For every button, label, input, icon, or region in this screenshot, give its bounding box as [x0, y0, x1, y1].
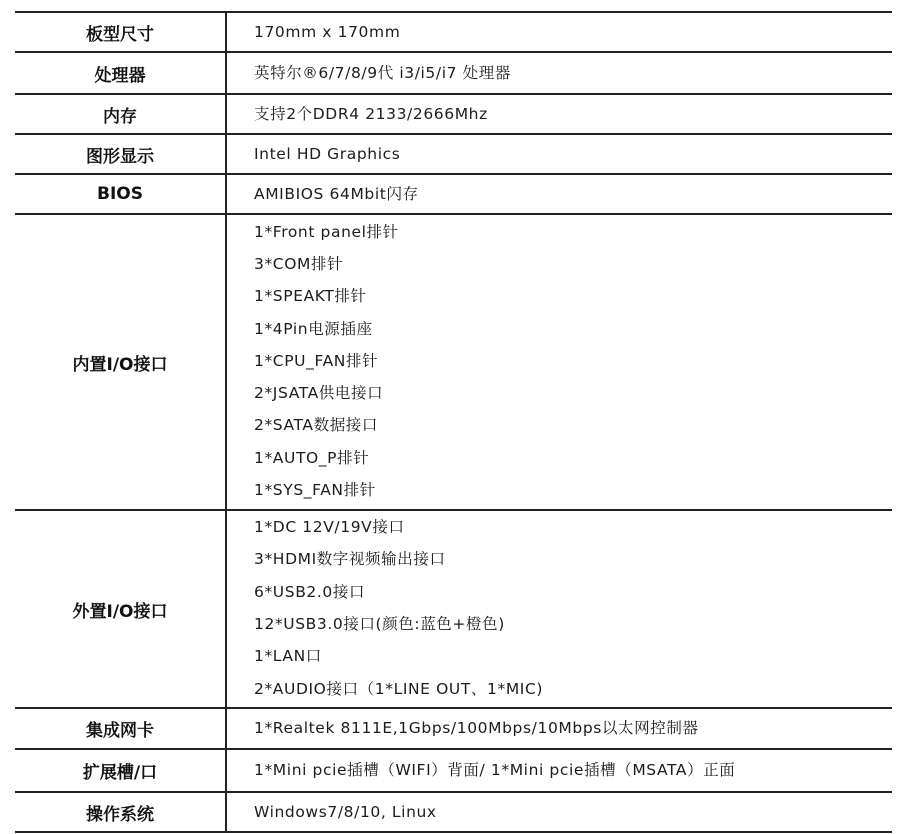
row-label: 板型尺寸	[15, 13, 227, 51]
row-value: 支持2个DDR4 2133/2666Mhz	[254, 104, 488, 123]
row-value: 2*AUDIO接口（1*LINE OUT、1*MIC)	[254, 679, 544, 698]
row-label: BIOS	[15, 175, 227, 213]
row-values	[227, 215, 892, 509]
row-label: 扩展槽/口	[15, 750, 227, 791]
row-values	[227, 750, 892, 791]
table-row	[15, 793, 892, 833]
table-row	[15, 95, 892, 135]
row-label: 内存	[15, 95, 227, 133]
row-label: 图形显示	[15, 135, 227, 173]
row-label: 集成网卡	[15, 709, 227, 748]
row-value: AMIBIOS 64Mbit闪存	[254, 184, 419, 203]
table-row	[15, 175, 892, 215]
row-value: 2*SATA数据接口	[254, 416, 379, 435]
row-values	[227, 13, 892, 51]
row-label: 外置I/O接口	[15, 511, 227, 707]
row-value: 1*CPU_FAN排针	[254, 351, 379, 370]
row-value: 1*LAN口	[254, 647, 322, 666]
table-row	[15, 135, 892, 175]
row-value: Windows7/8/10, Linux	[254, 802, 437, 821]
table-row	[15, 750, 892, 793]
row-value: Intel HD Graphics	[254, 144, 401, 163]
row-values	[227, 135, 892, 173]
row-label: 内置I/O接口	[15, 215, 227, 509]
row-value: 12*USB3.0接口(颜色:蓝色+橙色)	[254, 615, 505, 633]
row-value: 英特尔®6/7/8/9代 i3/i5/i7 处理器	[254, 63, 511, 82]
table-row	[15, 709, 892, 750]
row-value: 1*Mini pcie插槽（WIFI）背面/ 1*Mini pcie插槽（MSATA）正面	[254, 761, 736, 780]
table-row	[15, 13, 892, 53]
table-row	[15, 215, 892, 511]
row-values	[227, 709, 892, 748]
row-values	[227, 95, 892, 133]
row-values	[227, 53, 892, 93]
table-row	[15, 511, 892, 709]
row-label: 操作系统	[15, 793, 227, 831]
row-value: 1*SYS_FAN排针	[254, 481, 376, 500]
row-value: 1*Realtek 8111E,1Gbps/100Mbps/10Mbps以太网控制器	[254, 719, 699, 738]
row-label: 处理器	[15, 53, 227, 93]
row-value: 1*DC 12V/19V接口	[254, 518, 405, 537]
row-value: 3*HDMI数字视频输出接口	[254, 550, 446, 569]
row-value: 1*AUTO_P排针	[254, 448, 370, 467]
row-value: 3*COM排针	[254, 254, 344, 273]
spec-table	[15, 11, 892, 833]
row-value: 1*SPEAKT排针	[254, 287, 367, 306]
row-value: 2*JSATA供电接口	[254, 384, 384, 403]
table-row	[15, 53, 892, 95]
row-value: 6*USB2.0接口	[254, 582, 366, 601]
row-values	[227, 793, 892, 831]
row-values	[227, 511, 892, 707]
row-value: 1*Front panel排针	[254, 222, 399, 241]
row-value: 1*4Pin电源插座	[254, 319, 373, 338]
row-value: 170mm x 170mm	[254, 22, 401, 41]
row-values	[227, 175, 892, 213]
